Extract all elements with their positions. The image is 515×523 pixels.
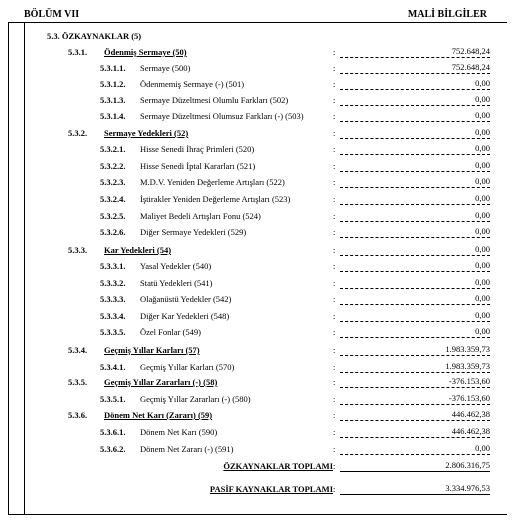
colon-separator: : [333, 261, 336, 271]
row-number: 5.3.3.3. [100, 294, 126, 304]
total-value: 2.806.316,75 [340, 459, 490, 472]
row-label: Kar Yedekleri (54) [104, 245, 172, 255]
row-value: 0,00 [340, 243, 490, 256]
row-label: Dönem Net Karı (590) [140, 427, 218, 437]
item-row [0, 78, 515, 94]
row-label: M.D.V. Yeniden Değerleme Artışları (522) [140, 177, 285, 187]
total-label: ÖZKAYNAKLAR TOPLAMI [223, 461, 333, 471]
colon-separator: : [333, 311, 336, 321]
colon-separator: : [333, 410, 336, 420]
row-value: 0,00 [340, 276, 490, 289]
row-label: Ödenmiş Sermaye (50) [104, 47, 187, 57]
colon-separator: : [333, 377, 336, 387]
row-number: 5.3.1.3. [100, 95, 126, 105]
total-row [0, 460, 515, 476]
row-number: 5.3.2.5. [100, 211, 126, 221]
row-number: 5.3.2.6. [100, 227, 126, 237]
section-heading: BÖLÜM VII [24, 9, 80, 20]
row-number: 5.3.2.1. [100, 144, 126, 154]
colon-separator: : [333, 327, 336, 337]
section-title: MALİ BİLGİLER [407, 9, 487, 20]
row-label: Dönem Net Zararı (-) (591) [140, 444, 234, 454]
row-value: -376.153,60 [340, 392, 490, 405]
colon-separator: : [333, 345, 336, 355]
row-label: Yasal Yedekler (540) [140, 261, 212, 271]
row-number: 5.3.3.1. [100, 261, 126, 271]
item-row [0, 62, 515, 78]
item-row [0, 426, 515, 442]
total-label: PASİF KAYNAKLAR TOPLAMI [209, 484, 333, 494]
row-value: 0,00 [340, 126, 490, 139]
row-number: 5.3.4. [68, 345, 88, 355]
colon-separator: : [333, 63, 336, 73]
row-value: 0,00 [340, 93, 490, 106]
row-number: 5.3.1. [68, 47, 88, 57]
header-rule [8, 22, 507, 23]
row-value: 0,00 [340, 209, 490, 222]
row-value: 0,00 [340, 442, 490, 455]
row-number: 5.3.5. [68, 377, 88, 387]
section-row [0, 30, 515, 46]
row-value: 0,00 [340, 175, 490, 188]
row-label: Sermaye Yedekleri (52) [104, 128, 189, 138]
row-label: Geçmiş Yıllar Zararları (-) (580) [140, 394, 251, 404]
row-label: Ödenmemiş Sermaye (-) (501) [140, 79, 245, 89]
item-row [0, 94, 515, 110]
row-label: 5.3. ÖZKAYNAKLAR (5) [47, 31, 142, 41]
group-row [0, 409, 515, 425]
group-row [0, 344, 515, 360]
item-row [0, 393, 515, 409]
colon-separator: : [333, 394, 336, 404]
colon-separator: : [333, 227, 336, 237]
colon-separator: : [333, 427, 336, 437]
item-row [0, 143, 515, 159]
colon-separator: : [333, 128, 336, 138]
colon-separator: : [333, 211, 336, 221]
colon-separator: : [333, 444, 336, 454]
item-row [0, 160, 515, 176]
row-number: 5.3.1.2. [100, 79, 126, 89]
group-row [0, 127, 515, 143]
item-row [0, 110, 515, 126]
total-value: 3.334.976,53 [340, 482, 490, 495]
row-number: 5.3.3. [68, 245, 88, 255]
colon-separator: : [333, 95, 336, 105]
row-value: 0,00 [340, 77, 490, 90]
row-label: Statü Yedekleri (541) [140, 278, 213, 288]
row-number: 5.3.6.2. [100, 444, 126, 454]
row-number: 5.3.3.4. [100, 311, 126, 321]
row-label: Hisse Senedi İptal Kararları (521) [140, 161, 256, 171]
colon-separator: : [333, 245, 336, 255]
row-value: 0,00 [340, 159, 490, 172]
row-label: Sermaye (500) [140, 63, 191, 73]
row-value: 1.983.359,73 [340, 343, 490, 356]
row-label: Olağanüstü Yedekler (542) [140, 294, 232, 304]
item-row [0, 443, 515, 459]
row-number: 5.3.1.1. [100, 63, 126, 73]
row-label: Diğer Sermaye Yedekleri (529) [140, 227, 247, 237]
row-value: 0,00 [340, 259, 490, 272]
row-value: 0,00 [340, 309, 490, 322]
row-label: Özel Fonlar (549) [140, 327, 201, 337]
row-label: Geçmiş Yıllar Zararları (-) (58) [104, 377, 218, 387]
footer-rule [8, 514, 507, 515]
row-label: Geçmiş Yıllar Karları (57) [104, 345, 200, 355]
row-label: Hisse Senedi İhraç Primleri (520) [140, 144, 255, 154]
row-number: 5.3.6. [68, 410, 88, 420]
row-number: 5.3.1.4. [100, 111, 126, 121]
row-label: Maliyet Bedeli Artışları Fonu (524) [140, 211, 261, 221]
group-row [0, 46, 515, 62]
row-number: 5.3.2.2. [100, 161, 126, 171]
row-value: 752.648,24 [340, 45, 490, 58]
colon-separator: : [333, 79, 336, 89]
row-number: 5.3.5.1. [100, 394, 126, 404]
row-number: 5.3.2.4. [100, 194, 126, 204]
row-label: Sermaye Düzeltmesi Olumlu Farkları (502) [140, 95, 289, 105]
colon-separator: : [333, 194, 336, 204]
colon-separator: : [333, 461, 336, 471]
row-value: -376.153,60 [340, 375, 490, 388]
row-number: 5.3.4.1. [100, 362, 126, 372]
colon-separator: : [333, 144, 336, 154]
item-row [0, 277, 515, 293]
row-value: 0,00 [340, 142, 490, 155]
item-row [0, 176, 515, 192]
colon-separator: : [333, 111, 336, 121]
row-value: 446.462,38 [340, 425, 490, 438]
row-label: Dönem Net Karı (Zararı) (59) [104, 410, 213, 420]
item-row [0, 193, 515, 209]
row-number: 5.3.3.2. [100, 278, 126, 288]
item-row [0, 326, 515, 342]
row-value: 446.462,38 [340, 408, 490, 421]
row-label: Geçmiş Yıllar Karları (570) [140, 362, 235, 372]
row-value: 752.648,24 [340, 61, 490, 74]
row-value: 0,00 [340, 192, 490, 205]
row-number: 5.3.2.3. [100, 177, 126, 187]
group-row [0, 244, 515, 260]
item-row [0, 210, 515, 226]
row-value: 0,00 [340, 109, 490, 122]
row-number: 5.3.6.1. [100, 427, 126, 437]
colon-separator: : [333, 294, 336, 304]
item-row [0, 293, 515, 309]
row-number: 5.3.3.5. [100, 327, 126, 337]
row-value: 0,00 [340, 225, 490, 238]
item-row [0, 226, 515, 242]
row-value: 1.983.359,73 [340, 360, 490, 373]
item-row [0, 310, 515, 326]
colon-separator: : [333, 362, 336, 372]
colon-separator: : [333, 484, 336, 494]
colon-separator: : [333, 161, 336, 171]
item-row [0, 260, 515, 276]
row-label: İştirakler Yeniden Değerleme Artışları (523) [140, 194, 291, 204]
row-label: Sermaye Düzeltmesi Olumsuz Farkları (-) (503) [140, 111, 304, 121]
row-value: 0,00 [340, 325, 490, 338]
total-row [0, 483, 515, 499]
colon-separator: : [333, 47, 336, 57]
row-value: 0,00 [340, 292, 490, 305]
group-row [0, 376, 515, 392]
row-label: Diğer Kar Yedekleri (548) [140, 311, 230, 321]
colon-separator: : [333, 177, 336, 187]
colon-separator: : [333, 278, 336, 288]
row-number: 5.3.2. [68, 128, 88, 138]
